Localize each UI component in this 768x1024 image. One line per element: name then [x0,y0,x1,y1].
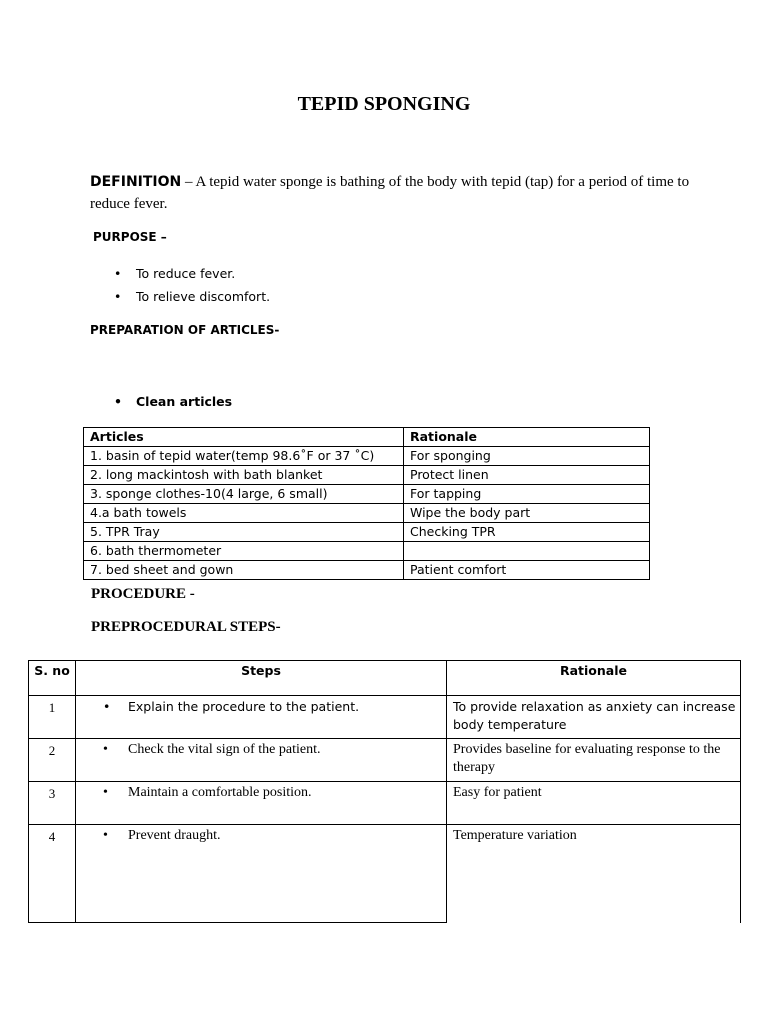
table-row [84,447,650,466]
purpose-item [114,266,236,281]
steps-table [28,660,741,923]
step-number: 1 [29,696,76,739]
preprocedural-heading: PREPROCEDURAL STEPS- [91,619,281,635]
rationale-cell: For tapping [404,485,650,504]
article-cell: 3. sponge clothes-10(4 large, 6 small) [84,485,404,504]
table-header-row [29,661,741,696]
article-cell: 5. TPR Tray [84,523,404,542]
step-cell [76,696,447,739]
rationale-cell: To provide relaxation as anxiety can increase body temperature [447,696,741,739]
table-row [29,739,741,782]
table-row [84,466,650,485]
definition-separator: – [181,174,196,190]
step-text: Explain the procedure to the patient. [128,699,360,714]
purpose-item [114,289,271,304]
table-row [29,825,741,923]
rationale-cell: Patient comfort [404,561,650,580]
step-cell [76,782,447,825]
article-cell: 2. long mackintosh with bath blanket [84,466,404,485]
step-number: 4 [29,825,76,923]
procedure-heading: PROCEDURE - [91,586,195,602]
clean-articles-item [114,394,233,409]
article-cell: 7. bed sheet and gown [84,561,404,580]
rationale-cell: Temperature variation [447,825,741,923]
table-header-row [84,428,650,447]
clean-articles-text: Clean articles [136,394,233,409]
step-cell [76,739,447,782]
rationale-cell: Easy for patient [447,782,741,825]
table-row [29,782,741,825]
bullet-icon: • [103,699,111,714]
preparation-heading: PREPARATION OF ARTICLES- [90,323,280,337]
step-text: Prevent draught. [128,828,221,843]
bullet-icon: • [103,828,108,843]
step-text: Maintain a comfortable position. [128,785,312,800]
rationale-cell: Provides baseline for evaluating response to the therapy [447,739,741,782]
table-row [84,561,650,580]
steps-header: Steps [76,661,447,696]
purpose-item-text: To relieve discomfort. [136,289,271,304]
bullet-icon: • [114,266,122,281]
step-number: 2 [29,739,76,782]
article-cell: 1. basin of tepid water(temp 98.6˚F or 37 ˚C) [84,447,404,466]
sno-header: S. no [29,661,76,696]
definition-paragraph [90,171,690,215]
rationale-header: Rationale [447,661,741,696]
rationale-cell [404,542,650,561]
definition-text: A tepid water sponge is bathing of the body with tepid (tap) for a period of time to reduce fever. [90,174,690,212]
step-cell [76,825,447,923]
purpose-item-text: To reduce fever. [136,266,236,281]
rationale-cell: Wipe the body part [404,504,650,523]
article-cell: 6. bath thermometer [84,542,404,561]
page-title: TEPID SPONGING [297,93,471,115]
articles-header: Articles [84,428,404,447]
bullet-icon: • [103,785,108,800]
step-number: 3 [29,782,76,825]
rationale-header: Rationale [404,428,650,447]
articles-table [83,427,650,580]
table-row [84,485,650,504]
step-text: Check the vital sign of the patient. [128,742,321,757]
purpose-heading: PURPOSE – [93,230,167,244]
bullet-icon: • [103,742,108,757]
table-row [84,504,650,523]
table-row [84,542,650,561]
rationale-cell: Protect linen [404,466,650,485]
bullet-icon: • [114,289,122,304]
rationale-cell: For sponging [404,447,650,466]
bullet-icon: • [114,394,122,409]
rationale-cell: Checking TPR [404,523,650,542]
definition-term: DEFINITION [90,174,182,190]
table-row [29,696,741,739]
article-cell: 4.a bath towels [84,504,404,523]
table-row [84,523,650,542]
